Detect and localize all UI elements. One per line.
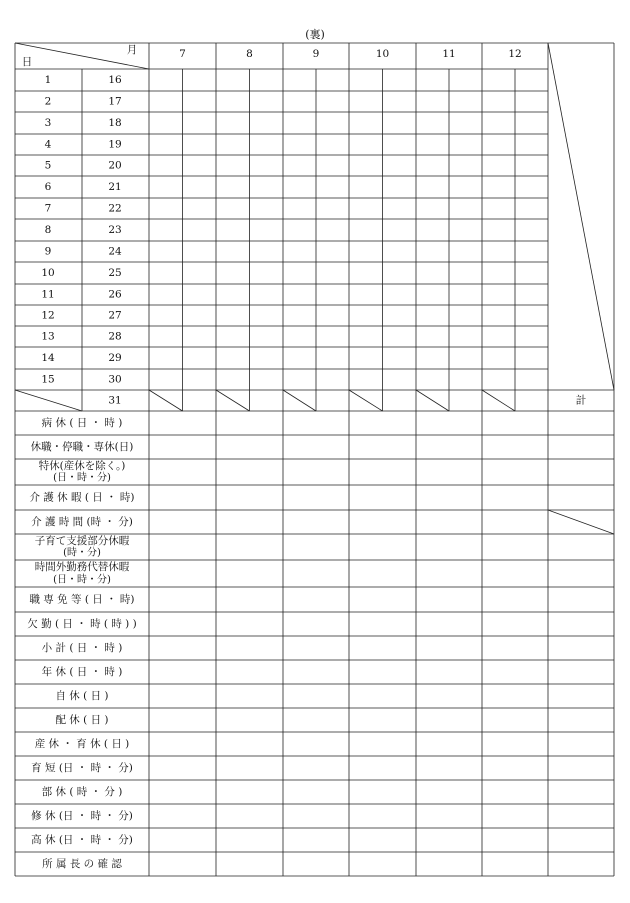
category-label: 子育て支援部分休暇 — [34, 535, 130, 547]
month-header: 10 — [375, 48, 390, 60]
total-column-diagonal — [548, 43, 614, 390]
page-title: (裏) — [305, 28, 325, 41]
day31-month-diagonal — [216, 390, 250, 411]
day31-month-diagonal — [149, 390, 183, 411]
day-number-left: 1 — [44, 74, 52, 86]
category-label: 育 短 (日 ・ 時 ・ 分) — [31, 762, 133, 774]
day-number-left: 9 — [44, 245, 52, 258]
day-number-left: 11 — [41, 288, 55, 301]
day-number-right: 17 — [108, 95, 122, 108]
category-label: 職 専 免 等 ( 日 ・ 時) — [29, 593, 135, 606]
day-number-left: 3 — [44, 117, 52, 129]
day-number-right: 20 — [108, 159, 122, 172]
day-number-right: 28 — [108, 330, 122, 343]
total-column-label: 計 — [575, 394, 587, 407]
day-number-right: 22 — [108, 202, 122, 215]
month-header: 8 — [246, 48, 253, 60]
day-number-left: 5 — [44, 159, 52, 172]
day-number-right: 21 — [108, 181, 122, 193]
category-label: 欠 勤 ( 日 ・ 時 ( 時 ) ) — [27, 618, 137, 630]
category-label: 介 護 時 間 (時 ・ 分) — [31, 516, 133, 528]
category-label: 産 休 ・ 育 休 ( 日 ) — [34, 738, 130, 750]
category-label-sub: (日・時・分) — [53, 574, 111, 586]
category-label: 小 計 ( 日 ・ 時 ) — [41, 642, 123, 654]
month-header: 7 — [179, 48, 186, 60]
category-label-sub: (時・分) — [63, 547, 101, 559]
category-label: 介 護 休 暇 ( 日 ・ 時) — [29, 491, 135, 504]
month-header-label: 月 — [126, 44, 138, 56]
day31-left-diagonal — [15, 390, 82, 411]
day-number-right: 24 — [108, 245, 122, 258]
day-number-right: 25 — [108, 267, 122, 279]
category-label: 部 休 ( 時 ・ 分 ) — [41, 786, 123, 798]
day31-month-diagonal — [416, 390, 449, 411]
category-label: 病 休 ( 日 ・ 時 ) — [41, 417, 123, 429]
category-label: 自 休 ( 日 ) — [55, 690, 109, 702]
day-number-left: 12 — [41, 309, 55, 322]
month-header: 11 — [442, 48, 456, 60]
day-number-right: 27 — [108, 309, 122, 322]
category-label-sub: (日・時・分) — [53, 472, 111, 484]
month-header: 12 — [508, 48, 522, 60]
day31-month-diagonal — [283, 390, 316, 411]
day-number-right: 18 — [108, 117, 122, 129]
category-label: 配 休 ( 日 ) — [55, 714, 109, 726]
day-number-left: 15 — [41, 373, 55, 386]
day-number-left: 13 — [41, 330, 55, 343]
day31-month-diagonal — [482, 390, 515, 411]
category-label: 特休(産休を除く。) — [38, 460, 126, 472]
total-cell-diagonal — [548, 510, 614, 534]
day31-month-diagonal — [349, 390, 383, 411]
day-number-right: 23 — [108, 224, 122, 236]
day-number-left: 7 — [44, 202, 52, 215]
category-label: 修 休 (日 ・ 時 ・ 分) — [31, 810, 133, 822]
day-number-right: 19 — [108, 138, 122, 151]
month-header: 9 — [312, 48, 320, 60]
day-number-right: 30 — [108, 373, 122, 386]
day-number-right: 29 — [108, 352, 122, 364]
day-number-31: 31 — [108, 394, 122, 407]
day-number-right: 26 — [108, 288, 122, 301]
category-label: 休職・停職・専休(日) — [30, 441, 134, 453]
day-number-left: 10 — [41, 267, 55, 279]
day-number-left: 4 — [44, 138, 52, 151]
day-header-label: 日 — [21, 56, 33, 68]
category-label: 時間外勤務代替休暇 — [34, 561, 130, 573]
day-number-right: 16 — [108, 74, 122, 86]
day-number-left: 8 — [44, 224, 52, 236]
day-number-left: 14 — [41, 352, 55, 364]
category-label: 所 属 長 の 確 認 — [42, 858, 122, 870]
category-label: 高 休 (日 ・ 時 ・ 分) — [31, 834, 133, 846]
day-number-left: 6 — [44, 181, 52, 193]
day-number-left: 2 — [44, 95, 52, 108]
category-label: 年 休 ( 日 ・ 時 ) — [41, 666, 123, 678]
